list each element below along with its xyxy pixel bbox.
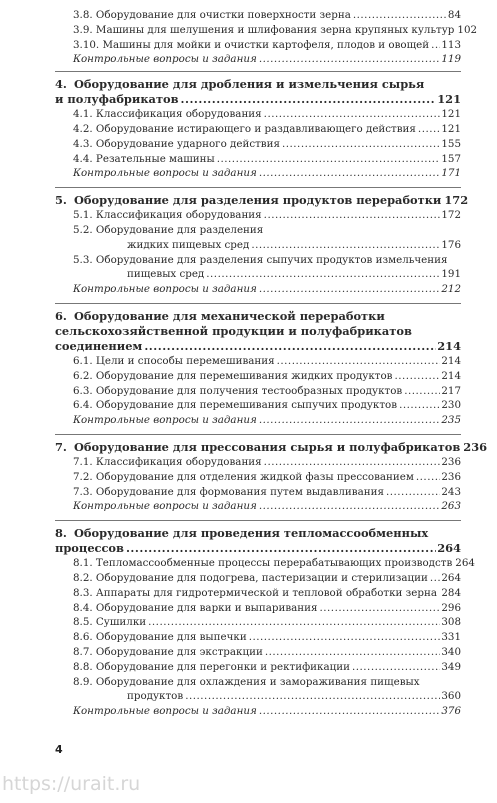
toc-entry-page: 349 bbox=[441, 660, 461, 673]
toc-entry-label: 4.4. Резательные машины bbox=[73, 152, 215, 165]
chapter-number: 7. bbox=[55, 439, 67, 454]
chapter-page: 121 bbox=[437, 92, 461, 107]
toc-entry-page: 308 bbox=[441, 616, 461, 629]
chapter-title: соединением bbox=[55, 338, 143, 353]
toc-entry-label: Контрольные вопросы и задания bbox=[73, 500, 257, 513]
toc-entry-label: 4.2. Оборудование истирающего и раздавливающего действия bbox=[73, 122, 416, 135]
toc-entry-page: 214 bbox=[441, 369, 461, 382]
toc-entry-page: 214 bbox=[441, 354, 461, 367]
dot-leader bbox=[264, 107, 441, 122]
chapter-title-line bbox=[55, 309, 461, 324]
toc-entry-8-7[interactable] bbox=[55, 645, 461, 660]
chapter-page: 236 bbox=[463, 439, 488, 454]
toc-entry-label: 6.2. Оборудование для перемешивания жидких продуктов bbox=[73, 369, 393, 382]
toc-entry-label: Контрольные вопросы и задания bbox=[73, 705, 257, 718]
dot-leader bbox=[264, 208, 441, 223]
toc-entry-continuation bbox=[55, 267, 461, 282]
toc-entry-page: 84 bbox=[447, 9, 461, 21]
toc-entry-3-9[interactable] bbox=[55, 23, 478, 38]
dot-leader bbox=[319, 601, 440, 616]
chapter-title: Оборудование для механической переработки bbox=[74, 308, 385, 323]
toc-entry-label: 8.8. Оборудование для перегонки и ректификации bbox=[73, 660, 350, 673]
toc-entry-7-2[interactable] bbox=[55, 470, 461, 485]
toc-entry-page: 102 bbox=[457, 23, 478, 36]
toc-entry-page: 264 bbox=[441, 571, 461, 584]
dot-leader bbox=[259, 166, 441, 181]
toc-entry-page: 331 bbox=[441, 631, 461, 644]
toc-entry-label: 6.4. Оборудование для перемешивания сыпучих продуктов bbox=[73, 399, 398, 412]
dot-leader bbox=[259, 52, 441, 67]
toc-entry-label-cont: пищевых сред bbox=[127, 268, 205, 281]
toc-entry-page: 235 bbox=[441, 414, 461, 427]
table-of-contents bbox=[55, 8, 488, 719]
toc-entry-label: 8.7. Оборудование для экстракции bbox=[73, 645, 263, 658]
toc-entry-label: Контрольные вопросы и задания bbox=[73, 53, 257, 66]
dot-leader bbox=[251, 238, 440, 253]
toc-entry-page: 121 bbox=[441, 122, 461, 135]
toc-entry-label-cont: жидких пищевых сред bbox=[127, 238, 250, 251]
dot-leader bbox=[259, 413, 441, 428]
toc-entry-label: 3.10. Машины для мойки и очистки картофеля, плодов и овощей bbox=[73, 38, 430, 51]
toc-entry-5-1[interactable] bbox=[55, 208, 461, 223]
chapter-title: Оборудование для дробления и измельчения сырья bbox=[74, 77, 425, 92]
dot-leader bbox=[217, 152, 441, 167]
toc-entry-page: 119 bbox=[441, 53, 461, 66]
toc-entry-8-5[interactable] bbox=[55, 615, 461, 630]
toc-entry-page: 284 bbox=[441, 586, 461, 599]
toc-entry-page: 217 bbox=[441, 384, 461, 397]
toc-entry-continuation bbox=[55, 238, 461, 253]
dot-leader bbox=[418, 122, 440, 137]
toc-entry-8-1[interactable] bbox=[55, 556, 475, 571]
chapter-page: 172 bbox=[444, 193, 469, 208]
toc-entry-page: 113 bbox=[441, 38, 461, 51]
toc-entry-label-cont: продуктов bbox=[127, 690, 184, 703]
toc-entry-label: 7.1. Классификация оборудования bbox=[73, 455, 262, 468]
toc-entry-questions-4[interactable] bbox=[55, 166, 461, 181]
toc-entry-4-4[interactable] bbox=[55, 152, 461, 167]
toc-entry-8-2[interactable] bbox=[55, 571, 461, 586]
dot-leader bbox=[259, 704, 441, 719]
toc-entry-8-4[interactable] bbox=[55, 601, 461, 616]
chapter-title-line bbox=[55, 541, 461, 556]
toc-entry-page: 263 bbox=[441, 500, 461, 513]
toc-entry-6-4[interactable] bbox=[55, 398, 461, 413]
watermark-url: https://urait.ru bbox=[2, 773, 141, 795]
dot-leader bbox=[259, 499, 441, 514]
toc-entry-4-1[interactable] bbox=[55, 107, 461, 122]
dot-leader bbox=[259, 282, 441, 297]
dot-leader bbox=[399, 398, 440, 413]
toc-entry-label: 4.1. Классификация оборудования bbox=[73, 108, 262, 121]
toc-entry-7-3[interactable] bbox=[55, 485, 461, 500]
toc-entry-label: Контрольные вопросы и задания bbox=[73, 414, 257, 427]
toc-entry-questions-7[interactable] bbox=[55, 499, 461, 514]
toc-entry-page: 176 bbox=[441, 238, 461, 251]
toc-entry-label: 8.2. Оборудование для подогрева, пастеризации и стерилизации bbox=[73, 571, 428, 584]
toc-entry-4-3[interactable] bbox=[55, 137, 461, 152]
chapter-title-line bbox=[55, 526, 461, 541]
dot-leader bbox=[126, 541, 436, 556]
toc-entry-label: 7.2. Оборудование для отделения жидкой фазы прессованием bbox=[73, 470, 414, 483]
toc-entry-8-6[interactable] bbox=[55, 630, 461, 645]
dot-leader bbox=[265, 645, 441, 660]
chapter-title-line bbox=[55, 339, 461, 354]
toc-entry-label: 3.8. Оборудование для очистки поверхности зерна bbox=[73, 9, 351, 21]
toc-entry-questions-5[interactable] bbox=[55, 282, 461, 297]
chapter-4-heading[interactable] bbox=[55, 71, 461, 107]
toc-entry-8-9[interactable] bbox=[55, 675, 461, 705]
toc-entry-7-1[interactable] bbox=[55, 455, 461, 470]
chapter-title: процессов bbox=[55, 541, 124, 556]
chapter-title: Оборудование для проведения тепломассообменных bbox=[74, 526, 429, 541]
dot-leader bbox=[264, 455, 441, 470]
toc-entry-label: 8.3. Аппараты для гидротермической и тепловой обработки зерна bbox=[73, 586, 437, 599]
dot-leader bbox=[181, 92, 437, 107]
toc-entry-page: 296 bbox=[441, 601, 461, 614]
dot-leader bbox=[430, 571, 441, 586]
chapter-page: 214 bbox=[437, 338, 461, 353]
toc-entry-3-8[interactable] bbox=[55, 8, 461, 23]
dot-leader bbox=[353, 8, 447, 23]
toc-entry-label: 4.3. Оборудование ударного действия bbox=[73, 137, 280, 150]
dot-leader bbox=[439, 586, 440, 601]
dot-leader bbox=[394, 369, 440, 384]
toc-entry-label: 8.1. Тепломассообменные процессы перерабатывающих производств bbox=[73, 557, 453, 570]
toc-entry-page: 157 bbox=[441, 152, 461, 165]
toc-entry-continuation bbox=[55, 689, 461, 704]
toc-entry-8-3[interactable] bbox=[55, 586, 461, 601]
toc-entry-page: 171 bbox=[441, 167, 461, 180]
dot-leader bbox=[144, 339, 436, 354]
dot-leader bbox=[249, 630, 441, 645]
toc-entry-label: Контрольные вопросы и задания bbox=[73, 283, 257, 296]
toc-entry-page: 230 bbox=[441, 399, 461, 412]
toc-entry-6-2[interactable] bbox=[55, 369, 461, 384]
toc-entry-3-10[interactable] bbox=[55, 38, 461, 53]
toc-entry-page: 236 bbox=[441, 455, 461, 468]
chapter-title-line bbox=[55, 92, 461, 107]
toc-entry-label: 5.2. Оборудование для разделения bbox=[73, 223, 264, 236]
chapter-number: 5. bbox=[55, 193, 67, 208]
dot-leader bbox=[185, 689, 440, 704]
toc-entry-page: 264 bbox=[455, 557, 475, 570]
page-number: 4 bbox=[55, 743, 63, 756]
toc-entry-6-1[interactable] bbox=[55, 354, 461, 369]
dot-leader bbox=[148, 615, 440, 630]
toc-entry-label: 6.1. Цели и способы перемешивания bbox=[73, 354, 275, 367]
chapter-title-line: сельскохозяйственной продукции и полуфабрикатов bbox=[55, 323, 412, 338]
toc-entry-page: 212 bbox=[441, 283, 461, 296]
toc-entry-page: 376 bbox=[441, 705, 461, 718]
chapter-number: 4. bbox=[55, 77, 67, 92]
dot-leader bbox=[277, 354, 441, 369]
toc-entry-page: 340 bbox=[441, 645, 461, 658]
toc-entry-page: 155 bbox=[441, 137, 461, 150]
toc-entry-page: 191 bbox=[441, 268, 461, 281]
toc-entry-page: 172 bbox=[441, 209, 461, 222]
dot-leader bbox=[386, 485, 440, 500]
toc-entry-questions-6[interactable] bbox=[55, 413, 461, 428]
toc-entry-5-3[interactable] bbox=[55, 253, 461, 283]
toc-entry-page: 121 bbox=[441, 108, 461, 121]
toc-entry-5-2[interactable] bbox=[55, 223, 461, 253]
dot-leader bbox=[431, 38, 440, 53]
chapter-title: Оборудование для прессования сырья и полуфабрикатов bbox=[74, 439, 461, 454]
chapter-6-heading[interactable] bbox=[55, 303, 461, 354]
toc-entry-label: Контрольные вопросы и задания bbox=[73, 167, 257, 180]
toc-entry-label: 5.1. Классификация оборудования bbox=[73, 209, 262, 222]
dot-leader bbox=[352, 660, 440, 675]
toc-entry-label: 8.9. Оборудование для охлаждения и замораживания пищевых bbox=[73, 675, 420, 688]
toc-entry-label: 3.9. Машины для шелушения и шлифования зерна крупяных культур bbox=[73, 23, 455, 36]
chapter-7-heading[interactable] bbox=[55, 434, 488, 455]
toc-entry-label: 5.3. Оборудование для разделения сыпучих продуктов измельчения bbox=[73, 253, 448, 266]
toc-entry-label: 7.3. Оборудование для формования путем выдавливания bbox=[73, 485, 384, 498]
chapter-number: 8. bbox=[55, 526, 67, 541]
toc-entry-page: 360 bbox=[441, 690, 461, 703]
chapter-5-heading[interactable] bbox=[55, 187, 469, 208]
toc-entry-6-3[interactable] bbox=[55, 384, 461, 399]
chapter-title: Оборудование для разделения продуктов переработки bbox=[74, 193, 442, 208]
chapter-number: 6. bbox=[55, 308, 67, 323]
dot-leader bbox=[404, 384, 440, 399]
toc-entry-label: 8.4. Оборудование для варки и выпаривания bbox=[73, 601, 318, 614]
toc-entry-8-8[interactable] bbox=[55, 660, 461, 675]
toc-entry-page: 236 bbox=[441, 470, 461, 483]
toc-entry-label: 8.6. Оборудование для выпечки bbox=[73, 631, 247, 644]
toc-entry-label: 6.3. Оборудование для получения тестообразных продуктов bbox=[73, 384, 403, 397]
chapter-title-line bbox=[55, 77, 461, 92]
toc-entry-questions-3[interactable] bbox=[55, 52, 461, 67]
chapter-8-heading[interactable] bbox=[55, 520, 461, 556]
toc-entry-4-2[interactable] bbox=[55, 122, 461, 137]
toc-entry-questions-8[interactable] bbox=[55, 704, 461, 719]
toc-entry-label: 8.5. Сушилки bbox=[73, 616, 147, 629]
chapter-title: и полуфабрикатов bbox=[55, 92, 179, 107]
chapter-page: 264 bbox=[437, 541, 461, 556]
toc-entry-page: 243 bbox=[441, 485, 461, 498]
dot-leader bbox=[416, 470, 440, 485]
chapter-title-line bbox=[55, 439, 488, 455]
dot-leader bbox=[206, 267, 440, 282]
chapter-title-line bbox=[55, 193, 469, 208]
dot-leader bbox=[282, 137, 440, 152]
